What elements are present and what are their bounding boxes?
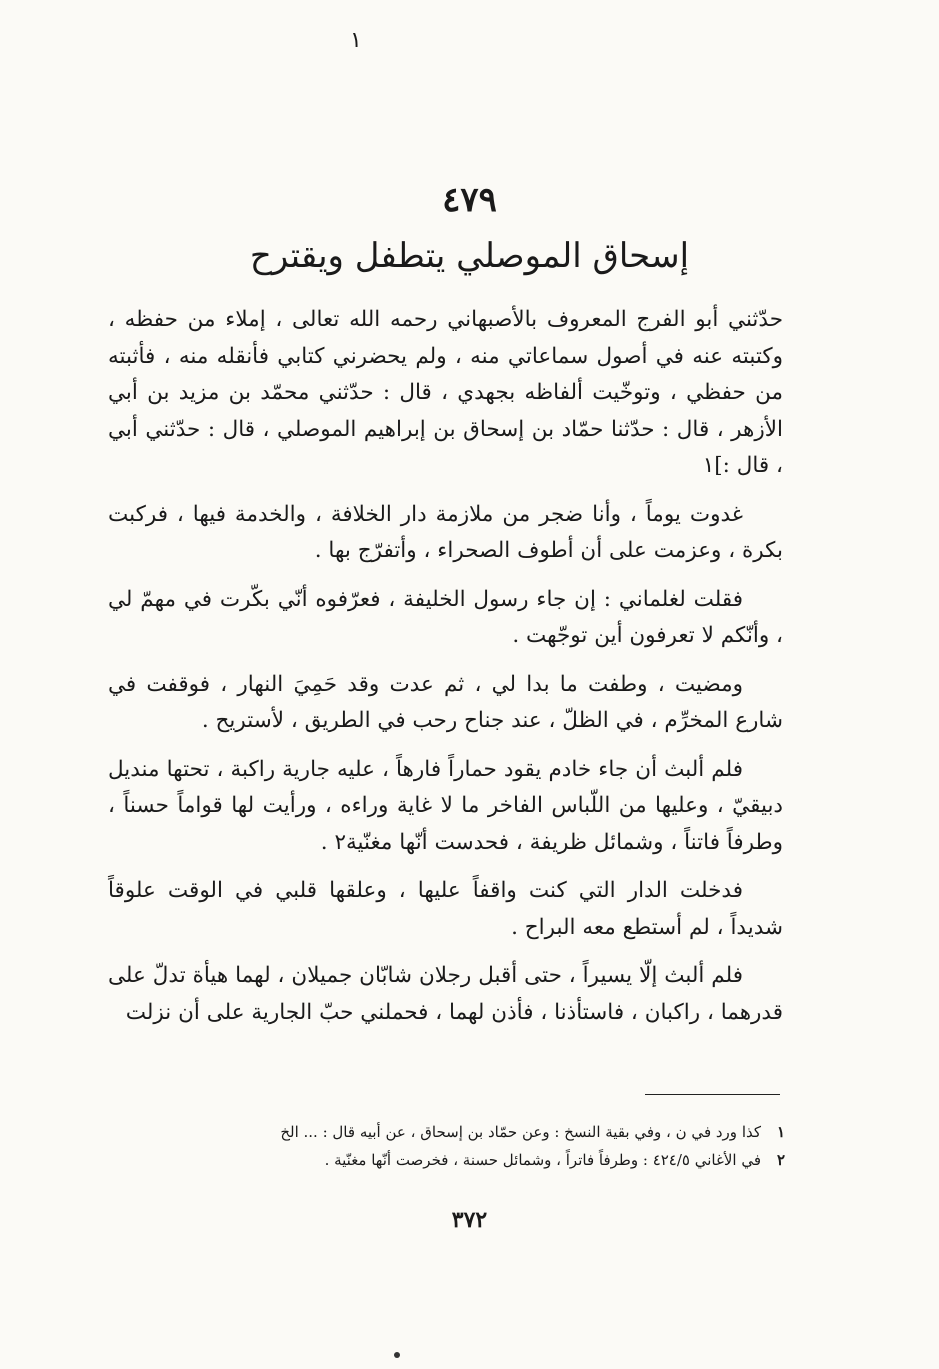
- paragraph: فلم ألبث أن جاء خادم يقود حماراً فارهاً ، عليه جارية راكبة ، تحتها منديل دبيقيّ ، وعليها من اللّباس الفاخر ما لا غاية وراءه ، ورأيت لها قواماً حسناً ، وطرفاً فاتناً ، وشمائل ظريفة ، فحدست أنّها مغنّية٢ .: [108, 756, 783, 855]
- ink-dot: [394, 1352, 400, 1358]
- paragraph: فقلت لغلماني : إن جاء رسول الخليفة ، فعرّفوه أنّي بكّرت في مهمّ لي ، وأنّكم لا تعرفون أين توجّهت .: [108, 586, 783, 648]
- footnotes: [240, 1118, 785, 1174]
- footnote-text: في الأغاني ٤٢٤/٥ : وطرفاً فاتراً ، وشمائل حسنة ، فخرصت أنّها مغنّية .: [324, 1151, 761, 1169]
- footnote-number: ١: [776, 1123, 785, 1141]
- body-text: [108, 302, 783, 1043]
- footnote-number: ٢: [776, 1151, 785, 1169]
- chapter-number: ٤٧٩: [442, 180, 497, 220]
- footnote-divider: [645, 1094, 780, 1095]
- paragraph: غدوت يوماً ، وأنا ضجر من ملازمة دار الخلافة ، والخدمة فيها ، فركبت بكرة ، وعزمت على أن أطوف الصحراء ، وأتفرّج بها .: [108, 501, 783, 563]
- footnote-text: كذا ورد في ن ، وفي بقية النسخ : وعن حمّاد بن إسحاق ، عن أبيه قال : ... الخ: [280, 1123, 761, 1141]
- footnote: [240, 1146, 785, 1174]
- paragraph: ومضيت ، وطفت ما بدا لي ، ثم عدت وقد حَمِيَ النهار ، فوقفت في شارع المخرِّم ، في الظلّ ، عند جناح رحب في الطريق ، لأستريح .: [108, 671, 783, 733]
- footnote: [240, 1118, 785, 1146]
- page-number: ٣٧٢: [451, 1207, 488, 1233]
- paragraph: فدخلت الدار التي كنت واقفاً عليها ، وعلقها قلبي في الوقت علوقاً شديداً ، لم أستطع معه البراح .: [108, 878, 783, 940]
- top-mark: ١: [350, 28, 362, 53]
- paragraph-isnad: حدّثني أبو الفرج المعروف بالأصبهاني رحمه الله تعالى ، إملاء من حفظه ، وكتبته عنه في أصول سماعاتي منه ، ولم يحضرني كتابي فأنقله منه ، فأثبته من حفظي ، وتوخّيت ألفاظه بجهدي ، قال : حدّثني محمّد بن مزيد بن أبي الأزهر ، قال : حدّثنا حمّاد بن إسحاق بن إبراهيم الموصلي ، قال : حدّثني أبي ، قال :]١: [108, 307, 783, 478]
- chapter-title: إسحاق الموصلي يتطفل ويقترح: [249, 236, 690, 276]
- paragraph: فلم ألبث إلّا يسيراً ، حتى أقبل رجلان شابّان جميلان ، لهما هيأة تدلّ على قدرهما ، راكبان ، فاستأذنا ، فأذن لهما ، فحملني حبّ الجارية على أن نزلت: [108, 963, 783, 1025]
